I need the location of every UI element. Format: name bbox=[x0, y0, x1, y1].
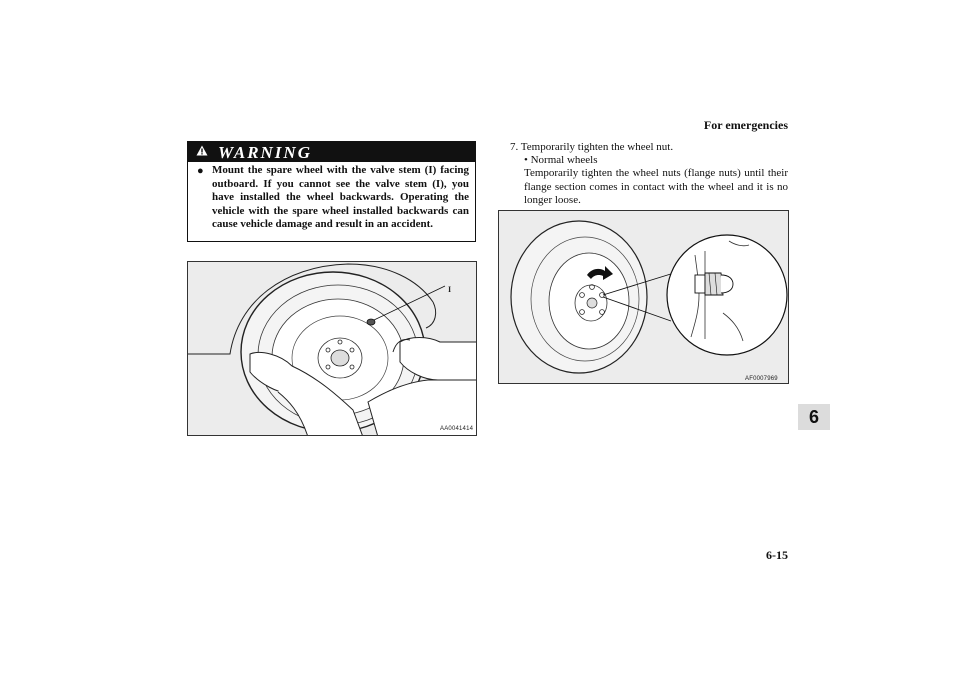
page-number: 6-15 bbox=[766, 548, 788, 562]
spare-wheel-figure bbox=[187, 261, 477, 436]
figure-code-left: AA0041414 bbox=[440, 426, 474, 432]
warning-triangle-icon bbox=[196, 143, 208, 161]
section-header: For emergencies bbox=[703, 118, 788, 132]
figure-code-right: AF0007969 bbox=[745, 376, 778, 382]
warning-text: Mount the spare wheel with the valve stem (I) facing outboard. If you cannot see the valve stem (I), you have installed the wheel backwards. Operating the vehicle with the spare wheel installed backwards can cause vehicle damage and result in an accident. bbox=[212, 164, 469, 231]
chapter-tab[interactable]: 6 bbox=[798, 404, 830, 430]
warning-box bbox=[187, 141, 476, 242]
wheel-nut-figure bbox=[498, 210, 789, 384]
step-7-text: Temporarily tighten the wheel nuts (flange nuts) until their flange section comes in contact with the wheel and it is no longer loose. bbox=[524, 167, 788, 206]
warning-text-block bbox=[188, 162, 475, 232]
bullet-dot-icon: ● bbox=[197, 165, 204, 177]
valve-stem-callout: I bbox=[448, 285, 452, 294]
warning-title: WARNING bbox=[218, 142, 312, 162]
step-7-heading: 7. Temporarily tighten the wheel nut. bbox=[510, 141, 674, 153]
step-7-sub-label: • Normal wheels bbox=[524, 154, 598, 167]
wheel-nut-illustration bbox=[499, 211, 789, 384]
step-7 bbox=[510, 141, 788, 207]
warning-header bbox=[188, 142, 475, 162]
spare-wheel-illustration bbox=[188, 262, 477, 436]
